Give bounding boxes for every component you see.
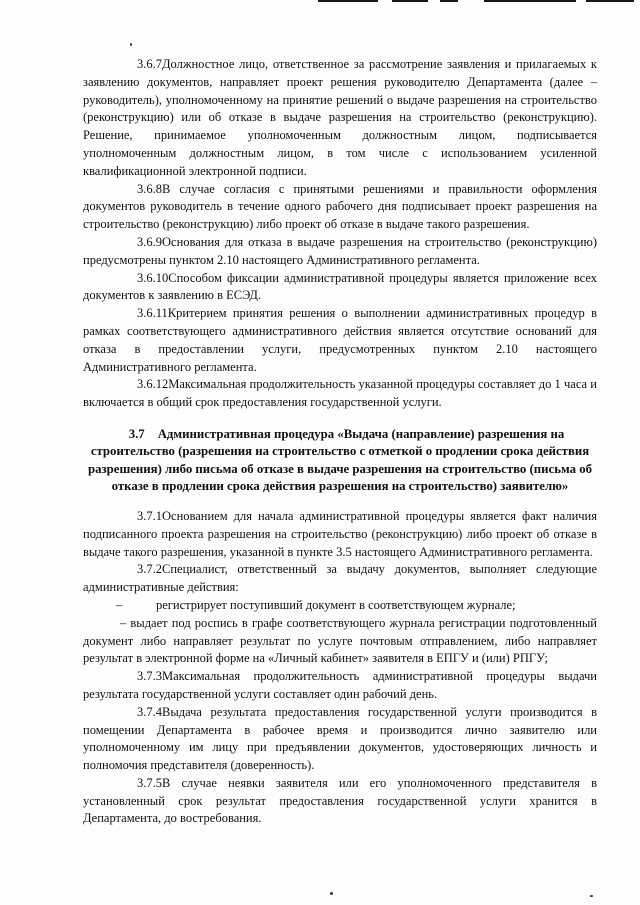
paragraph-3-7-2: 3.7.2Специалист, ответственный за выдачу документов, выполняет следующие административные действия: bbox=[83, 562, 597, 595]
paragraph-3-7-4: 3.7.4Выдача результата предоставления государственной услуги производится в помещении Департамента в рабочее время и производится лично заявителю или уполномоченному им лицу при предъявлении документов, удостоверяющих личность и полномочия представителя (доверенность). bbox=[83, 704, 597, 773]
paragraph-3-7-5: 3.7.5В случае неявки заявителя или его уполномоченного представителя в установленный срок результат предоставления государственной услуги хранится в Департамента, до востребования. bbox=[83, 775, 597, 826]
scan-speck bbox=[330, 892, 333, 895]
list-item: – регистрирует поступивший документ в соответствующем журнале; bbox=[116, 597, 516, 612]
paragraph-3-6-10: 3.6.10Способом фиксации административной процедуры является приложение всех документов к заявлению в ЕСЭД. bbox=[83, 270, 597, 303]
scan-artifact bbox=[318, 0, 378, 2]
scan-speck bbox=[590, 895, 593, 897]
paragraph-3-6-8: 3.6.8В случае согласия с принятыми решениями и правильности оформления документов руководитель в течение одного рабочего дня подписывает проект разрешения на строительство (реконструкцию) либо проект об отказе в выдаче такого разрешения. bbox=[83, 181, 597, 232]
list-item: – выдает под роспись в графе соответствующего журнала регистрации подготовленный документ либо направляет результат по услуге почтовым отправлением, либо направляет результат в электронной форме на «Личный кабинет» заявителя в ЕПГУ и (или) РПГУ; bbox=[83, 615, 597, 666]
paragraph-3-6-12: 3.6.12Максимальная продолжительность указанной процедуры составляет до 1 часа и включается в общий срок предоставления государственной услуги. bbox=[83, 377, 597, 410]
document-body bbox=[83, 56, 597, 828]
paragraph-3-7-1: 3.7.1Основанием для начала административной процедуры является факт наличия подписанного проекта разрешения на строительство (реконструкцию) либо проект об отказе в выдаче такого разрешения, указанной в пункте 3.5 настоящего Административного регламента. bbox=[83, 508, 597, 559]
scan-artifact bbox=[392, 0, 428, 2]
scan-speck bbox=[130, 43, 132, 46]
scan-artifact bbox=[440, 0, 458, 2]
paragraph-3-7-3: 3.7.3Максимальная продолжительность административной процедуры выдачи результата государственной услуги составляет один рабочий день. bbox=[83, 669, 597, 701]
paragraph-3-6-11: 3.6.11Критерием принятия решения о выполнении административных процедур в рамках соответствующего административного действия является отсутствие оснований для отказа в предоставлении услуги, предусмотренных пунктом 2.10 настоящего Административного регламента. bbox=[83, 306, 597, 374]
scan-artifact bbox=[586, 0, 634, 2]
scan-artifact bbox=[484, 0, 576, 2]
paragraph-3-6-7: 3.6.7Должностное лицо, ответственное за рассмотрение заявления и прилагаемых к заявлению документов, направляет проект решения руководителю Департамента (далее – руководитель), уполномоченному на принятие решений о выдаче разрешения на строительство (реконструкцию) или об отказе в выдаче разрешения на строительство (реконструкцию). Решение, принимаемое уполномоченным должностным лицом, подписывается уполномоченным должностным лицом, в том числе с использованием усиленной квалификационной электронной подписи. bbox=[83, 57, 597, 178]
section-heading-3-7: 3.7 Административная процедура «Выдача (направление) разрешения на строительство (разрешения на строительство с отметкой о продлении срока действия разрешения) либо письма об отказе в выдаче разрешения на строительство (письма об отказе в продлении срока действия разрешения на строительство) заявителю» bbox=[87, 426, 592, 494]
paragraph-3-6-9: 3.6.9Основания для отказа в выдаче разрешения на строительство (реконструкцию) предусмотрены пунктом 2.10 настоящего Административного регламента. bbox=[83, 234, 597, 267]
